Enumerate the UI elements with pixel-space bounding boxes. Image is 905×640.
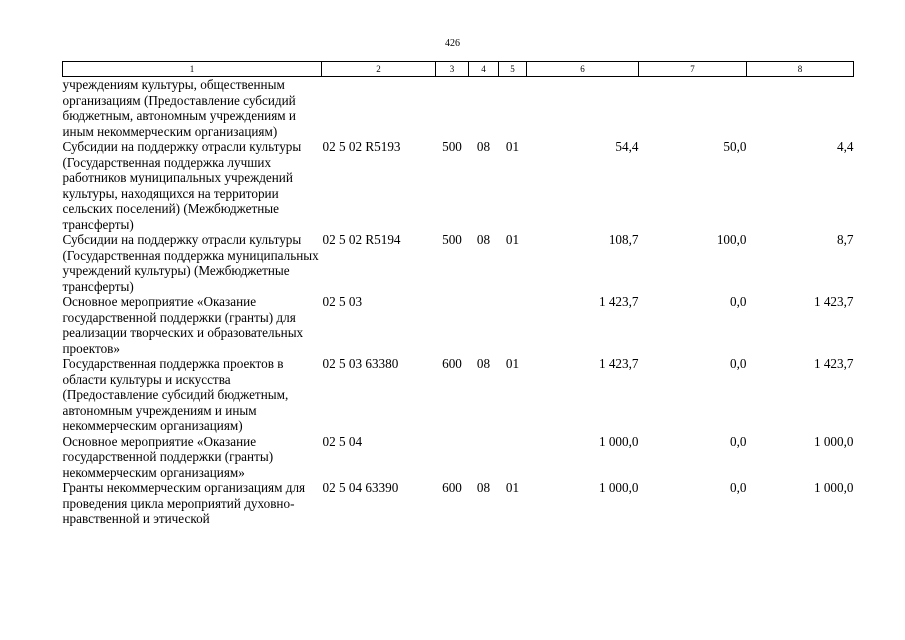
column-header: 8 — [747, 62, 854, 77]
row-value-6: 1 423,7 — [598, 356, 639, 371]
row-code: 02 5 02 R5194 — [322, 232, 401, 247]
row-col3: 500 — [442, 139, 462, 154]
row-col3: 600 — [442, 480, 462, 495]
row-col4: 08 — [476, 232, 491, 247]
row-value-8: 1 423,7 — [813, 356, 854, 371]
row-code: 02 5 03 63380 — [322, 356, 399, 371]
row-value-8: 8,7 — [837, 232, 854, 247]
row-code — [322, 77, 436, 140]
row-value-6 — [527, 77, 639, 140]
row-value-8: 1 000,0 — [813, 433, 854, 449]
row-col4 — [469, 77, 499, 140]
row-col3 — [436, 77, 469, 140]
row-value-8: 1 423,7 — [813, 294, 854, 309]
row-value-6: 108,7 — [608, 232, 639, 247]
column-header: 6 — [527, 62, 639, 77]
row-value-7 — [639, 77, 747, 140]
row-col5 — [499, 77, 527, 140]
row-col4 — [469, 294, 499, 356]
row-value-7: 100,0 — [716, 232, 747, 247]
row-col5: 01 — [505, 139, 520, 154]
table-row — [63, 77, 854, 140]
row-value-7: 0,0 — [730, 356, 747, 371]
row-col3 — [436, 294, 469, 356]
table-row — [63, 294, 854, 356]
row-col4 — [469, 434, 499, 481]
row-value-6: 1 000,0 — [598, 480, 639, 495]
row-value-6: 1 000,0 — [598, 433, 639, 449]
table-row — [63, 356, 854, 434]
table-row — [63, 232, 854, 294]
row-description: Субсидии на поддержку отрасли культуры (Государственная поддержка лучших работников муниципальных учреждений культуры, находящихся на территории сельских поселений) (Межбюджетные трансферты) — [62, 139, 302, 232]
row-description: Субсидии на поддержку отрасли культуры (Государственная поддержка муниципальных учреждений культуры) (Межбюджетные трансферты) — [62, 232, 319, 294]
column-header: 4 — [469, 62, 499, 77]
page-number: 426 — [445, 38, 460, 49]
row-description: Основное мероприятие «Оказание государственной поддержки (гранты) некоммерческим организациям» — [62, 433, 274, 480]
table-row — [63, 480, 854, 527]
column-header: 1 — [63, 62, 322, 77]
row-value-7: 50,0 — [723, 139, 747, 154]
row-code: 02 5 03 — [322, 294, 363, 309]
table-row — [63, 139, 854, 232]
row-code: 02 5 02 R5193 — [322, 139, 401, 154]
row-code: 02 5 04 63390 — [322, 480, 399, 495]
row-col5: 01 — [505, 480, 520, 495]
row-code: 02 5 04 — [322, 433, 363, 449]
row-value-6: 1 423,7 — [598, 294, 639, 309]
row-col3 — [436, 434, 469, 481]
column-header: 7 — [639, 62, 747, 77]
row-description: Государственная поддержка проектов в области культуры и искусства (Предоставление субсидий бюджетным, автономным учреждениям и иным некоммерческим организациям) — [62, 356, 289, 433]
row-value-7: 0,0 — [730, 480, 747, 495]
row-col5: 01 — [505, 356, 520, 371]
row-col5: 01 — [505, 232, 520, 247]
row-col3: 600 — [442, 356, 462, 371]
column-header: 5 — [499, 62, 527, 77]
row-value-8: 4,4 — [837, 139, 854, 154]
row-value-7: 0,0 — [730, 294, 747, 309]
row-col4: 08 — [476, 356, 491, 371]
row-col5 — [499, 434, 527, 481]
row-col4: 08 — [476, 480, 491, 495]
row-value-8: 1 000,0 — [813, 480, 854, 495]
row-value-7: 0,0 — [730, 433, 747, 449]
table-row — [63, 434, 854, 481]
column-header: 2 — [322, 62, 436, 77]
row-description: Основное мероприятие «Оказание государственной поддержки (гранты) для реализации творческих и образовательных проектов» — [62, 294, 304, 356]
row-value-8 — [747, 77, 854, 140]
row-value-6: 54,4 — [615, 139, 639, 154]
row-col3: 500 — [442, 232, 462, 247]
row-description: учреждениям культуры, общественным организациям (Предоставление субсидий бюджетным, автономным учреждениям и иным некоммерческим организациям) — [62, 77, 296, 139]
table-header-row — [63, 62, 854, 77]
row-col4: 08 — [476, 139, 491, 154]
column-header: 3 — [436, 62, 469, 77]
row-description: Гранты некоммерческим организациям для проведения цикла мероприятий духовно-нравственной и этической — [62, 480, 306, 526]
row-col5 — [499, 294, 527, 356]
budget-table — [62, 61, 854, 527]
